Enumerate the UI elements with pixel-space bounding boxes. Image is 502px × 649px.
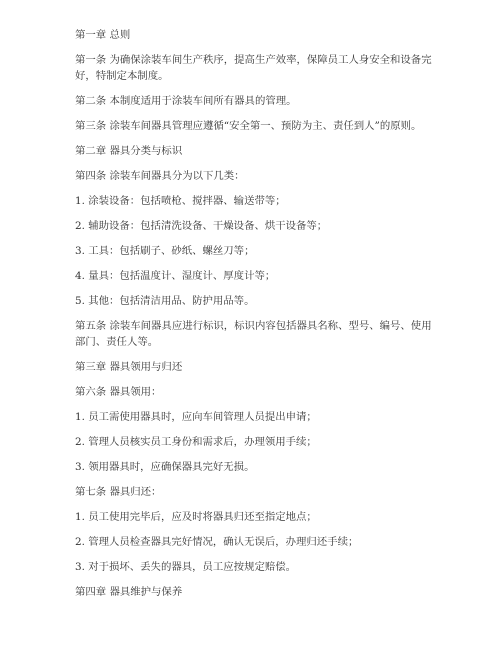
list-item: 2. 辅助设备：包括清洗设备、干燥设备、烘干设备等；	[75, 220, 328, 232]
list-item: 5. 其他：包括清洁用品、防护用品等。	[75, 295, 255, 307]
article-paragraph: 第四条 涂装车间器具分为以下几类：	[75, 170, 245, 182]
list-item: 3. 对于损坏、丢失的器具，员工应按规定赔偿。	[75, 561, 297, 573]
article-paragraph: 第三条 涂装车间器具管理应遵循“安全第一、预防为主、责任到人”的原则。	[75, 120, 422, 132]
list-item: 1. 涂装设备：包括喷枪、搅拌器、输送带等；	[75, 195, 286, 207]
list-item: 2. 管理人员检查器具完好情况，确认无误后，办理归还手续；	[75, 536, 359, 548]
list-item: 3. 工具：包括刷子、砂纸、螺丝刀等；	[75, 245, 255, 257]
chapter-heading: 第三章 器具领用与归还	[75, 361, 183, 373]
article-paragraph: 第一条 为确保涂装车间生产秩序，提高生产效率，保障员工人身安全和设备完好，特制定本制度。	[75, 54, 432, 82]
article-paragraph: 第五条 涂装车间器具应进行标识，标识内容包括器具名称、型号、编号、使用部门、责任人等。	[75, 320, 432, 348]
chapter-heading: 第四章 器具维护与保养	[75, 586, 183, 598]
article-paragraph: 第七条 器具归还：	[75, 486, 162, 498]
article-paragraph: 第六条 器具领用：	[75, 386, 162, 398]
list-item: 1. 员工需使用器具时，应向车间管理人员提出申请；	[75, 411, 317, 423]
chapter-heading: 第一章 总则	[75, 29, 131, 41]
document-body	[75, 27, 435, 609]
list-item: 1. 员工使用完毕后，应及时将器具归还至指定地点；	[75, 511, 317, 523]
list-item: 2. 管理人员核实员工身份和需求后，办理领用手续；	[75, 436, 317, 448]
article-paragraph: 第二条 本制度适用于涂装车间所有器具的管理。	[75, 95, 297, 107]
chapter-heading: 第二章 器具分类与标识	[75, 145, 183, 157]
list-item: 4. 量具：包括温度计、湿度计、厚度计等；	[75, 270, 276, 282]
list-item: 3. 领用器具时，应确保器具完好无损。	[75, 461, 255, 473]
